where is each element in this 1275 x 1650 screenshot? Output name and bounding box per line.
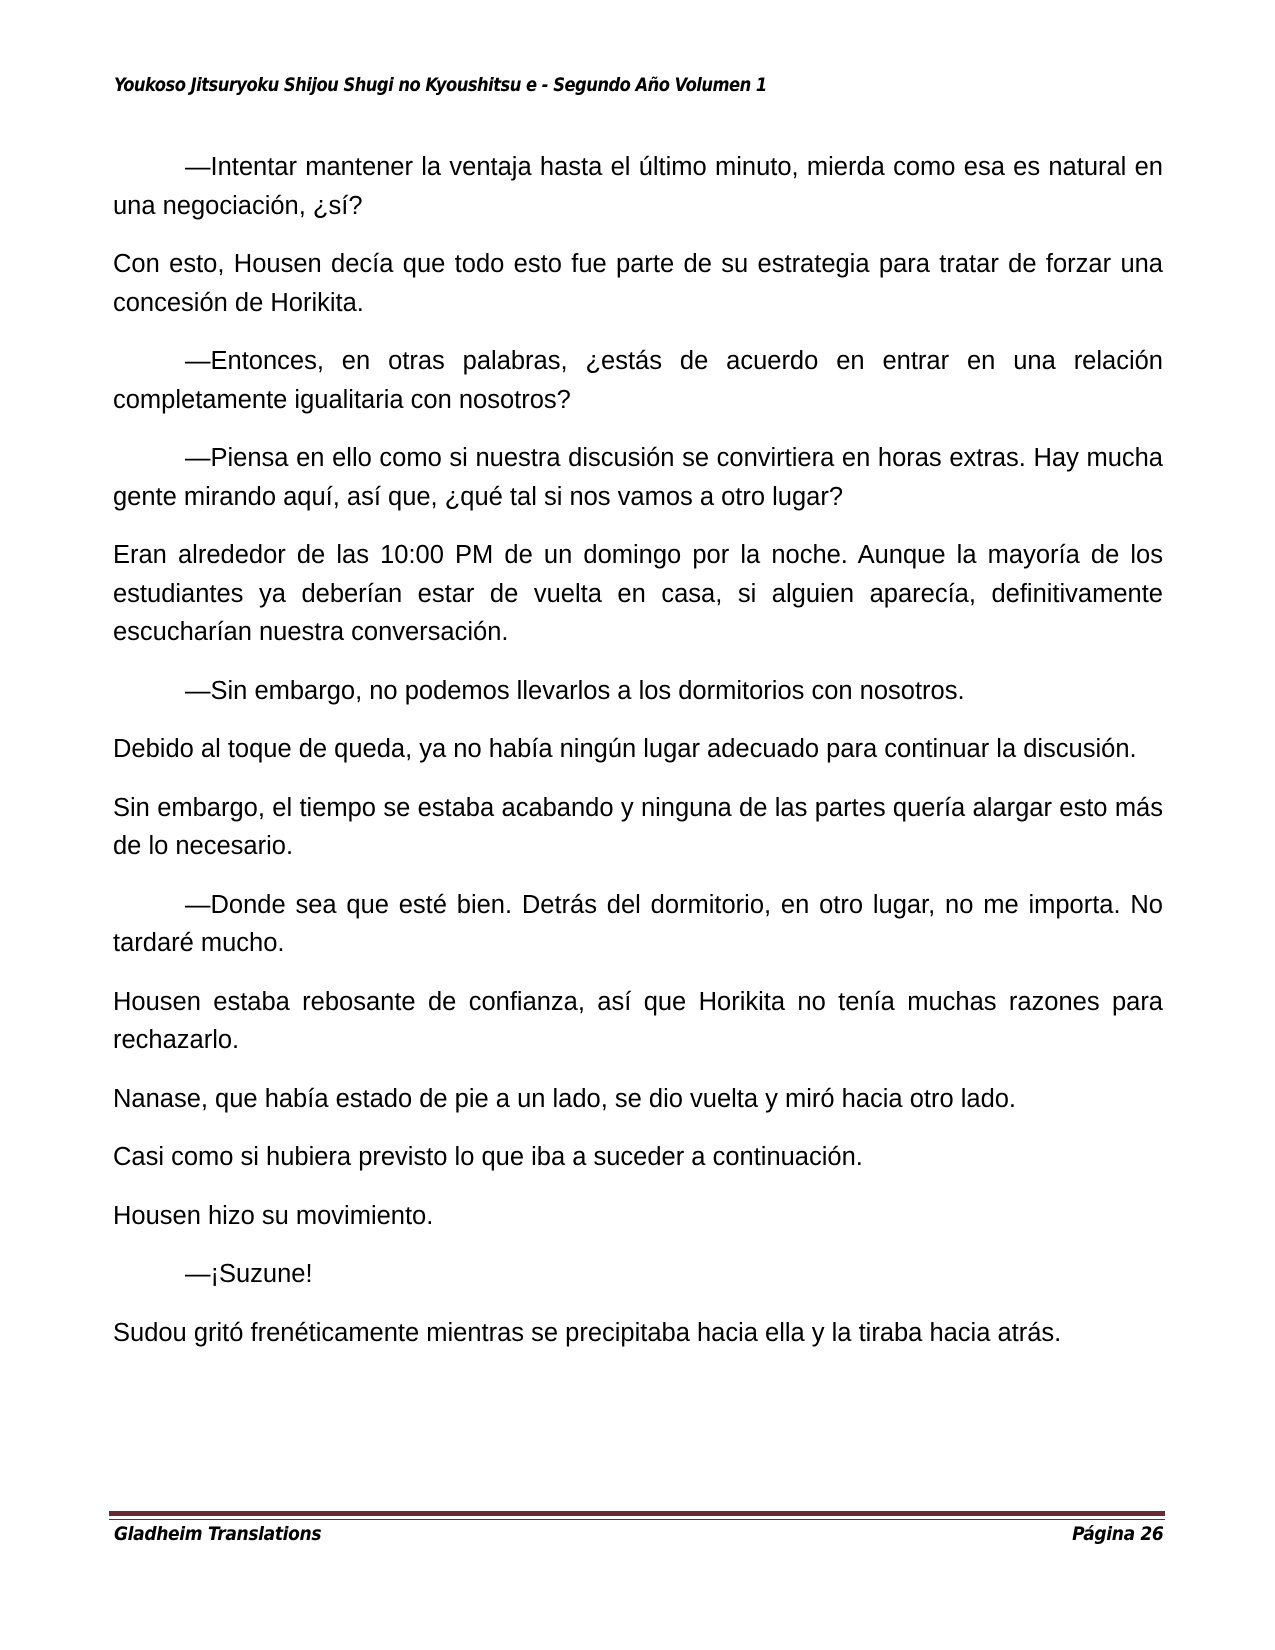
footer-translator-credit: Gladheim Translations: [114, 1523, 322, 1545]
paragraph-dialogue: —Donde sea que esté bien. Detrás del dormitorio, en otro lugar, no me importa. No tardaré mucho.: [113, 890, 1163, 957]
page-header-title: Youkoso Jitsuryoku Shijou Shugi no Kyoushitsu e - Segundo Año Volumen 1: [114, 74, 767, 96]
paragraph-dialogue: —¡Suzune!: [185, 1260, 313, 1288]
paragraph-dialogue: —Entonces, en otras palabras, ¿estás de acuerdo en entrar en una relación completamente igualitaria con nosotros?: [113, 347, 1163, 414]
footer-divider-thick: [109, 1511, 1165, 1516]
paragraph-narration: Con esto, Housen decía que todo esto fue parte de su estrategia para tratar de forzar una concesión de Horikita.: [113, 250, 1163, 317]
paragraph-dialogue: —Sin embargo, no podemos llevarlos a los dormitorios con nosotros.: [185, 676, 965, 705]
paragraph-narration: Housen hizo su movimiento.: [113, 1201, 434, 1230]
page-body: [113, 148, 1163, 1372]
paragraph-narration: Nanase, que había estado de pie a un lado, se dio vuelta y miró hacia otro lado.: [113, 1084, 1017, 1113]
paragraph-narration: Debido al toque de queda, ya no había ningún lugar adecuado para continuar la discusión.: [113, 735, 1137, 763]
paragraph-narration: Housen estaba rebosante de confianza, así que Horikita no tenía muchas razones para rechazarlo.: [113, 987, 1163, 1054]
paragraph-narration: Casi como si hubiera previsto lo que iba a suceder a continuación.: [113, 1143, 863, 1171]
paragraph-narration: Sin embargo, el tiempo se estaba acabando y ninguna de las partes quería alargar esto más de lo necesario.: [113, 793, 1163, 860]
footer-divider-thin: [109, 1519, 1165, 1520]
paragraph-narration: Eran alrededor de las 10:00 PM de un domingo por la noche. Aunque la mayoría de los estudiantes ya deberían estar de vuelta en casa, si alguien aparecía, definitivamente escucharían nuestra conversación.: [113, 541, 1163, 646]
footer-page-number: Página 26: [1071, 1523, 1163, 1545]
paragraph-narration: Sudou gritó frenéticamente mientras se precipitaba hacia ella y la tiraba hacia atrás.: [113, 1318, 1062, 1347]
paragraph-dialogue: —Piensa en ello como si nuestra discusión se convirtiera en horas extras. Hay mucha gente mirando aquí, así que, ¿qué tal si nos vamos a otro lugar?: [113, 444, 1163, 511]
paragraph-dialogue: —Intentar mantener la ventaja hasta el último minuto, mierda como esa es natural en una negociación, ¿sí?: [113, 153, 1163, 220]
